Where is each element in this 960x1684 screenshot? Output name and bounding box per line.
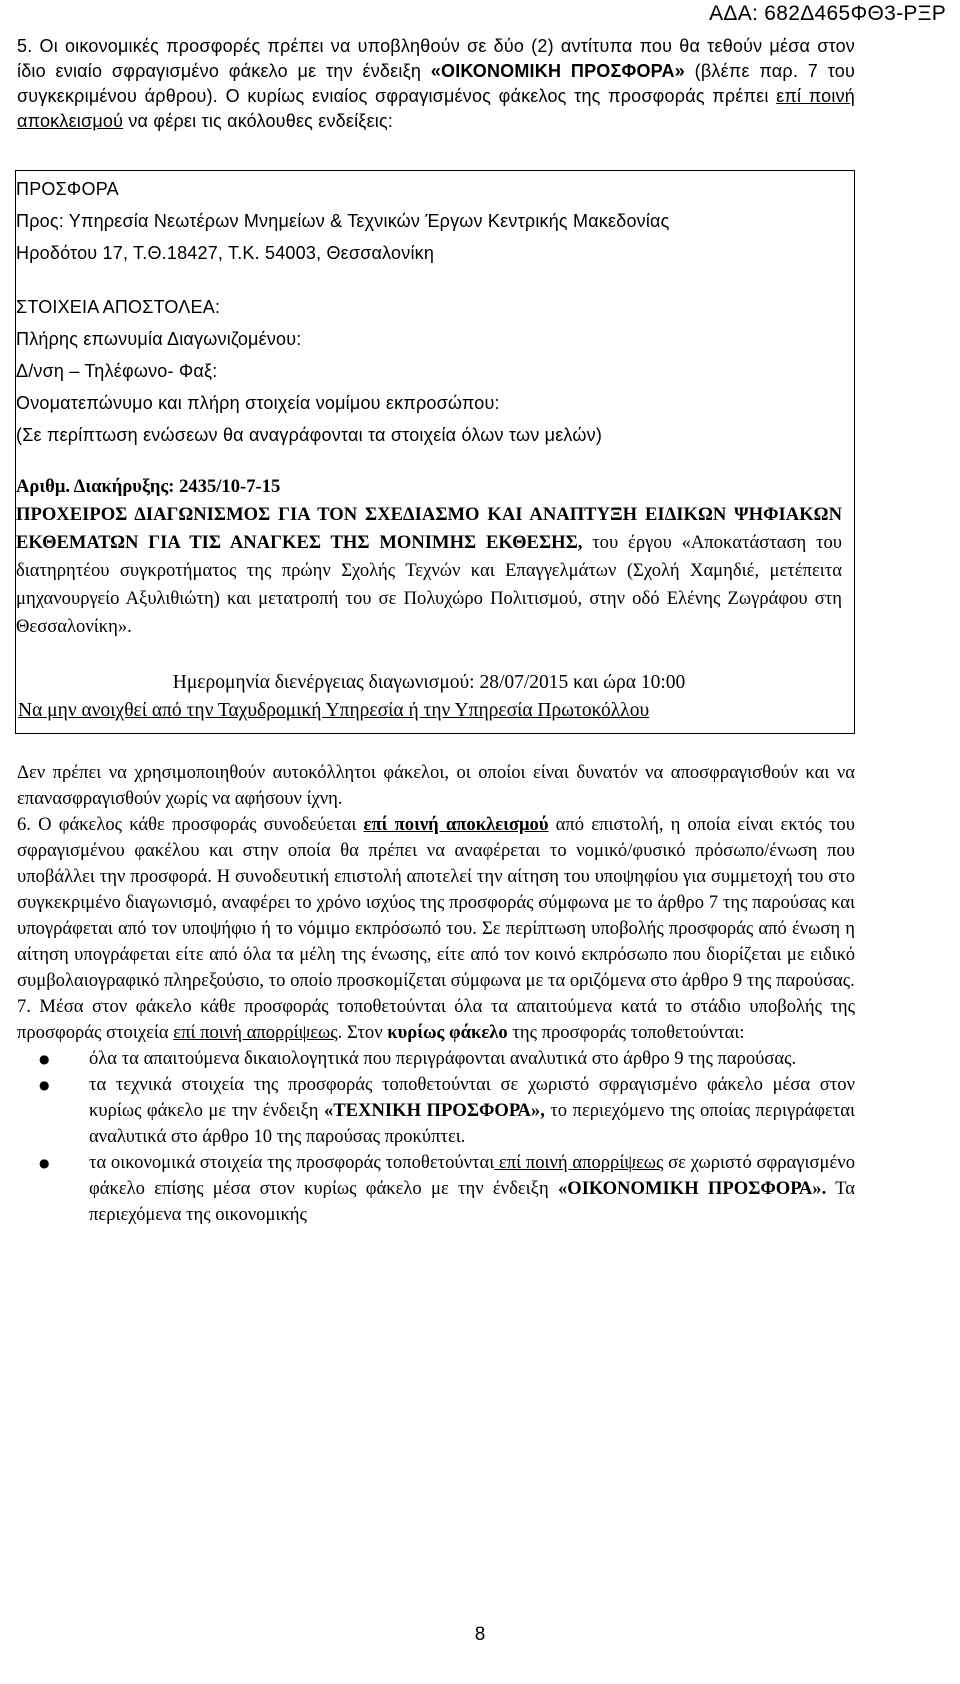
- list-item-text: τα τεχνικά στοιχεία της προσφοράς τοποθετούνται σε χωριστό σφραγισμένο φάκελο μέσα στον κυρίως φάκελο με την ένδειξη: [89, 1074, 855, 1121]
- tender-date: Ημερομηνία διενέργειας διαγωνισμού: 28/07/2015 και ώρα 10:00: [172, 672, 686, 693]
- list-item-text: όλα τα απαιτούμενα δικαιολογητικά που περιγράφονται αναλυτικά στο άρθρο 9 της παρούσας.: [89, 1048, 797, 1069]
- item-7-rejection-penalty: επί ποινή απορρίψεως: [173, 1022, 338, 1043]
- item-6-text: 6. Ο φάκελος κάθε προσφοράς συνοδεύεται: [17, 814, 364, 835]
- sender-company-name: Πλήρης επωνυμία Διαγωνιζομένου:: [16, 329, 302, 349]
- document-page: [17, 34, 855, 1228]
- item-7-text: 7. Μέσα στον φάκελο κάθε προσφοράς τοποθετούνται όλα τα απαιτούμενα κατά το στάδιο υποβολής της προσφοράς στοιχεία: [17, 996, 855, 1043]
- item-5-paragraph: [17, 34, 855, 134]
- sender-details-heading: ΣΤΟΙΧΕΙΑ ΑΠΟΣΤΟΛΕΑ:: [16, 297, 221, 317]
- item-5-text-cont: (βλέπε παρ. 7 του συγκεκριμένου άρθρου). Ο κυρίως ενιαίος σφραγισμένος φάκελος της προσφοράς πρέπει: [17, 61, 855, 106]
- item-7-main-envelope: κυρίως φάκελο: [387, 1022, 508, 1043]
- item-5-financial-label: «ΟΙΚΟΝΟΜΙΚΗ ΠΡΟΣΦΟΡΑ»: [430, 61, 685, 81]
- item-6-paragraph: [17, 812, 855, 994]
- list-item: [17, 1072, 855, 1150]
- list-item: [17, 1150, 855, 1228]
- envelope-label-box: [15, 170, 855, 734]
- list-item-text-cont: σε χωριστό σφραγισμένο φάκελο επίσης μέσα στον κυρίως φάκελο με την ένδειξη: [89, 1152, 855, 1199]
- list-item-text-cont: το περιεχόμενο της οποίας περιγράφεται αναλυτικά στο άρθρο 10 της παρούσας προκύπτει.: [89, 1100, 855, 1147]
- sender-joint-venture-note: (Σε περίπτωση ενώσεων θα αναγράφονται τα στοιχεία όλων των μελών): [16, 425, 603, 445]
- list-item-text: τα οικονομικά στοιχεία της προσφοράς τοποθετούνται: [89, 1152, 495, 1173]
- envelope-offer-title: ΠΡΟΣΦΟΡΑ: [16, 179, 119, 199]
- envelope-address: Ηροδότου 17, Τ.Θ.18427, Τ.Κ. 54003, Θεσσαλονίκη: [16, 243, 435, 263]
- ada-code: ΑΔΑ: 682Δ465ΦΘ3-ΡΞΡ: [709, 2, 946, 25]
- rejection-penalty: επί ποινή απορρίψεως: [494, 1152, 664, 1173]
- list-item: [17, 1046, 855, 1072]
- technical-offer-label: «ΤΕΧΝΙΚΗ ΠΡΟΣΦΟΡΑ»,: [323, 1100, 545, 1121]
- no-adhesive-envelopes-note: Δεν πρέπει να χρησιμοποιηθούν αυτοκόλλητοι φάκελοι, οι οποίοι είναι δυνατόν να αποσφραγισθούν και να επανασφραγισθούν χωρίς να αφήσουν ίχνη.: [17, 762, 855, 809]
- financial-offer-label: «ΟΙΚΟΝΟΜΙΚΗ ΠΡΟΣΦΟΡΑ».: [557, 1178, 827, 1199]
- item-7-text-cont: . Στον: [337, 1022, 388, 1043]
- tender-description: [16, 501, 842, 641]
- item-7-paragraph: [17, 994, 855, 1046]
- list-item-text-end: Τα περιεχόμενα της οικονομικής: [89, 1178, 855, 1225]
- bullet-icon: ●: [39, 1156, 50, 1170]
- sender-address-phone-fax: Δ/νση – Τηλέφωνο- Φαξ:: [16, 361, 218, 381]
- tender-title: ΠΡΟΧΕΙΡΟΣ ΔΙΑΓΩΝΙΣΜΟΣ ΓΙΑ ΤΟΝ ΣΧΕΔΙΑΣΜΟ ΚΑΙ ΑΝΑΠΤΥΞΗ ΕΙΔΙΚΩΝ ΨΗΦΙΑΚΩΝ ΕΚΘΕΜΑΤΩΝ ΓΙΑ ΤΙΣ ΑΝΑΓΚΕΣ ΤΗΣ ΜΟΝΙΜΗΣ ΕΚΘΕΣΗΣ,: [16, 504, 842, 553]
- declaration-number: Αριθμ. Διακήρυξης: 2435/10-7-15: [16, 476, 281, 497]
- item-5-text-end: να φέρει τις ακόλουθες ενδείξεις:: [123, 111, 394, 131]
- bullet-icon: ●: [39, 1052, 50, 1066]
- item-5-text: 5. Οι οικονομικές προσφορές πρέπει να υποβληθούν σε δύο (2) αντίτυπα που θα τεθούν μέσα στον ίδιο ενιαίο σφραγισμένο φάκελο με την ένδειξη: [17, 36, 855, 81]
- item-7-text-end: της προσφοράς τοποθετούνται:: [507, 1022, 745, 1043]
- sender-legal-representative: Ονοματεπώνυμο και πλήρη στοιχεία νομίμου εκπροσώπου:: [16, 393, 500, 413]
- main-envelope-contents-list: [17, 1046, 855, 1228]
- bullet-icon: ●: [39, 1078, 50, 1092]
- tender-project: του έργου «Αποκατάσταση του διατηρητέου συγκροτήματος της πρώην Σχολής Τεχνών και Επαγγελμάτων (Σχολή Χαμηδιέ, μετέπειτα μηχανουργείο Αξυλιθιώτη) και μετατροπή του σε Πολυχώρο Πολιτισμού, στην οδό Ελένης Ζωγράφου στη Θεσσαλονίκη».: [16, 532, 842, 637]
- item-6-exclusion-penalty: επί ποινή αποκλεισμού: [363, 814, 549, 835]
- envelope-recipient: Προς: Υπηρεσία Νεωτέρων Μνημείων & Τεχνικών Έργων Κεντρικής Μακεδονίας: [16, 211, 670, 231]
- do-not-open-notice: Να μην ανοιχθεί από την Ταχυδρομική Υπηρεσία ή την Υπηρεσία Πρωτοκόλλου: [18, 700, 650, 721]
- page-number: 8: [474, 1624, 486, 1645]
- item-5-exclusion-penalty: επί ποινή αποκλεισμού: [17, 86, 855, 131]
- item-6-text-cont: από επιστολή, η οποία είναι εκτός του σφραγισμένου φακέλου και στην οποία θα πρέπει να αναφέρεται το νομικό/φυσικό πρόσωπο/ένωση που υποβάλλει την προσφορά. Η συνοδευτική επιστολή αποτελεί την αίτηση του υποψηφίου για συμμετοχή του στο συγκεκριμένο διαγωνισμό, αναφέρει το χρόνο ισχύος της προσφοράς σύμφωνα με το άρθρο 7 της παρούσας και υπογράφεται από τον υποψήφιο ή το νόμιμο εκπρόσωπό του. Σε περίπτωση υποβολής προσφοράς από ένωση η αίτηση υπογράφεται είτε από όλα τα μέλη της ένωσης, είτε από τον κοινό εκπρόσωπο που διορίζεται με ειδικό συμβολαιογραφικό πληρεξούσιο, το οποίο προσκομίζεται σύμφωνα με τα οριζόμενα στο άρθρο 9 της παρούσας.: [17, 814, 856, 991]
